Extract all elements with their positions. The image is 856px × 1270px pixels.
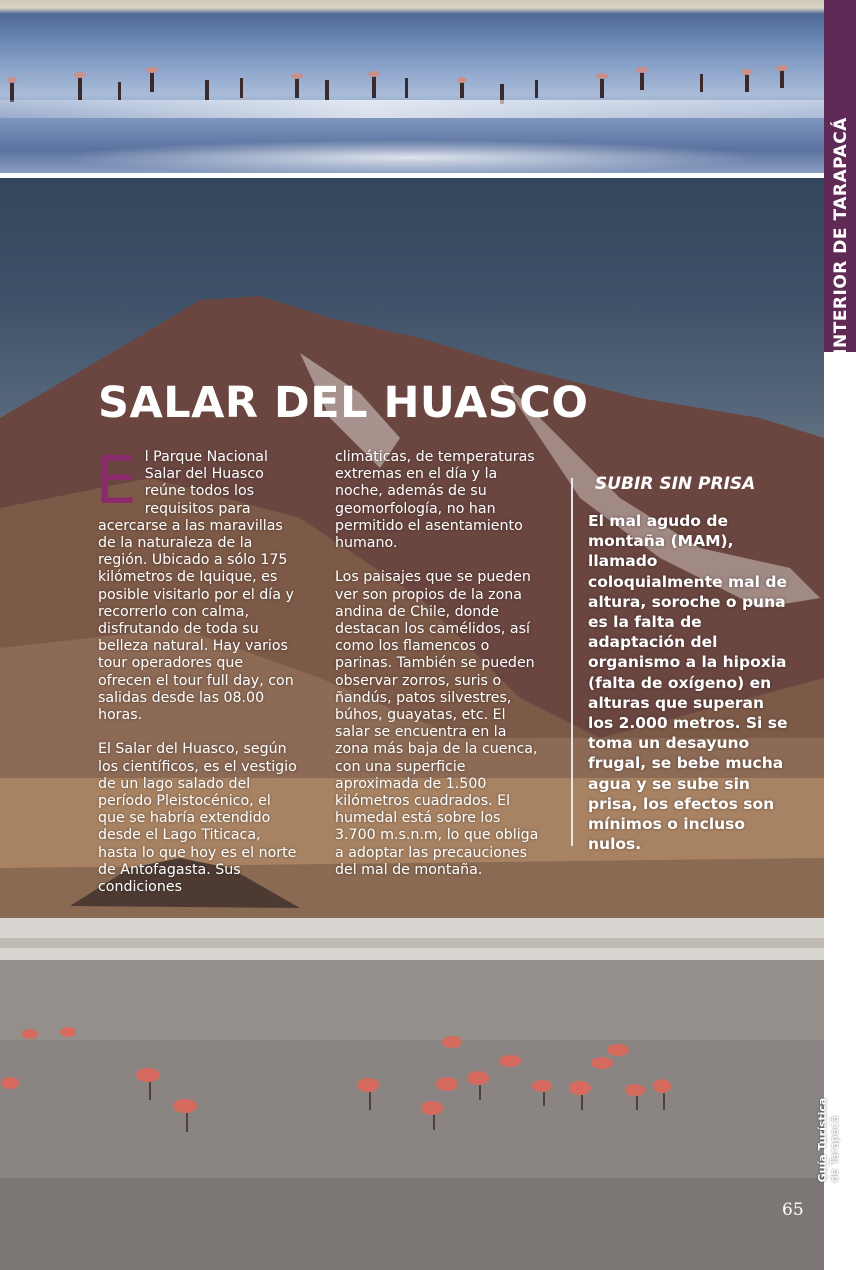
article-paragraph-3: climáticas, de temperaturas extremas en el día y la noche, además de su geomorfología, no han permitido el asentamiento humano. xyxy=(335,449,535,552)
cloud-reflection xyxy=(60,140,760,175)
sidebar-body: El mal agudo de montaña (MAM), llamado coloquialmente mal de altura, soroche o puna es la falta de adaptación del organismo a la hipoxia (falta de oxígeno) en alturas que superan los 2.000 metros. Si se toma un desayuno frugal, se bebe mucha agua y se sube sin prisa, los efectos son mínimos o incluso nulos. xyxy=(588,512,788,854)
article-paragraph-4: Los paisajes que se pueden ver son propios de la zona andina de Chile, donde destacan los camélidos, así como los flamencos o parinas. También se pueden observar zorros, suris o ñandús, patos silvestres, búhos, guayatas, etc. El salar se encuentra en la zona más baja de la cuenca, con una superficie aproximada de 1.500 kilómetros cuadrados. El humedal está sobre los 3.700 m.s.n.m, lo que obliga a adoptar las precauciones del mal de montaña. xyxy=(335,569,539,878)
top-flamingo-lake-photo xyxy=(0,0,824,175)
section-tab-label: INTERIOR DE TARAPACÁ xyxy=(831,117,851,355)
article-paragraph-1-text: l Parque Nacional Salar del Huasco reúne todos los requisitos para acercarse a las maravillas de la naturaleza de la región. Ubicado a sólo 175 kilómetros de Iquique, es posible visitarlo por el día y recorrerlo con calma, disfrutando de toda su belleza natural. Hay varios tour operadores que ofrecen el tour full day, con salidas desde las 08.00 horas. xyxy=(98,449,294,724)
sidebar-rule xyxy=(571,478,573,846)
water-glare xyxy=(0,100,824,118)
guide-label xyxy=(817,1098,841,1183)
page-number: 65 xyxy=(782,1200,804,1220)
guide-title: Guía Turística xyxy=(816,1097,829,1183)
guide-subtitle: de Tarapacá xyxy=(828,1115,841,1183)
article-headline: SALAR DEL HUASCO xyxy=(98,378,589,428)
article-paragraph-1 xyxy=(95,442,298,724)
drop-cap: E xyxy=(95,442,137,519)
sidebar-title: SUBIR SIN PRISA xyxy=(595,474,756,494)
article-column-2 xyxy=(335,449,540,896)
article-column-1 xyxy=(95,442,298,913)
article-paragraph-2: El Salar del Huasco, según los científicos, es el vestigio de un lago salado del período Pleistocénico, el que se habría extendido desde el Lago Titicaca, hasta lo que hoy es el norte de Antofagasta. Sus condiciones xyxy=(98,741,297,896)
